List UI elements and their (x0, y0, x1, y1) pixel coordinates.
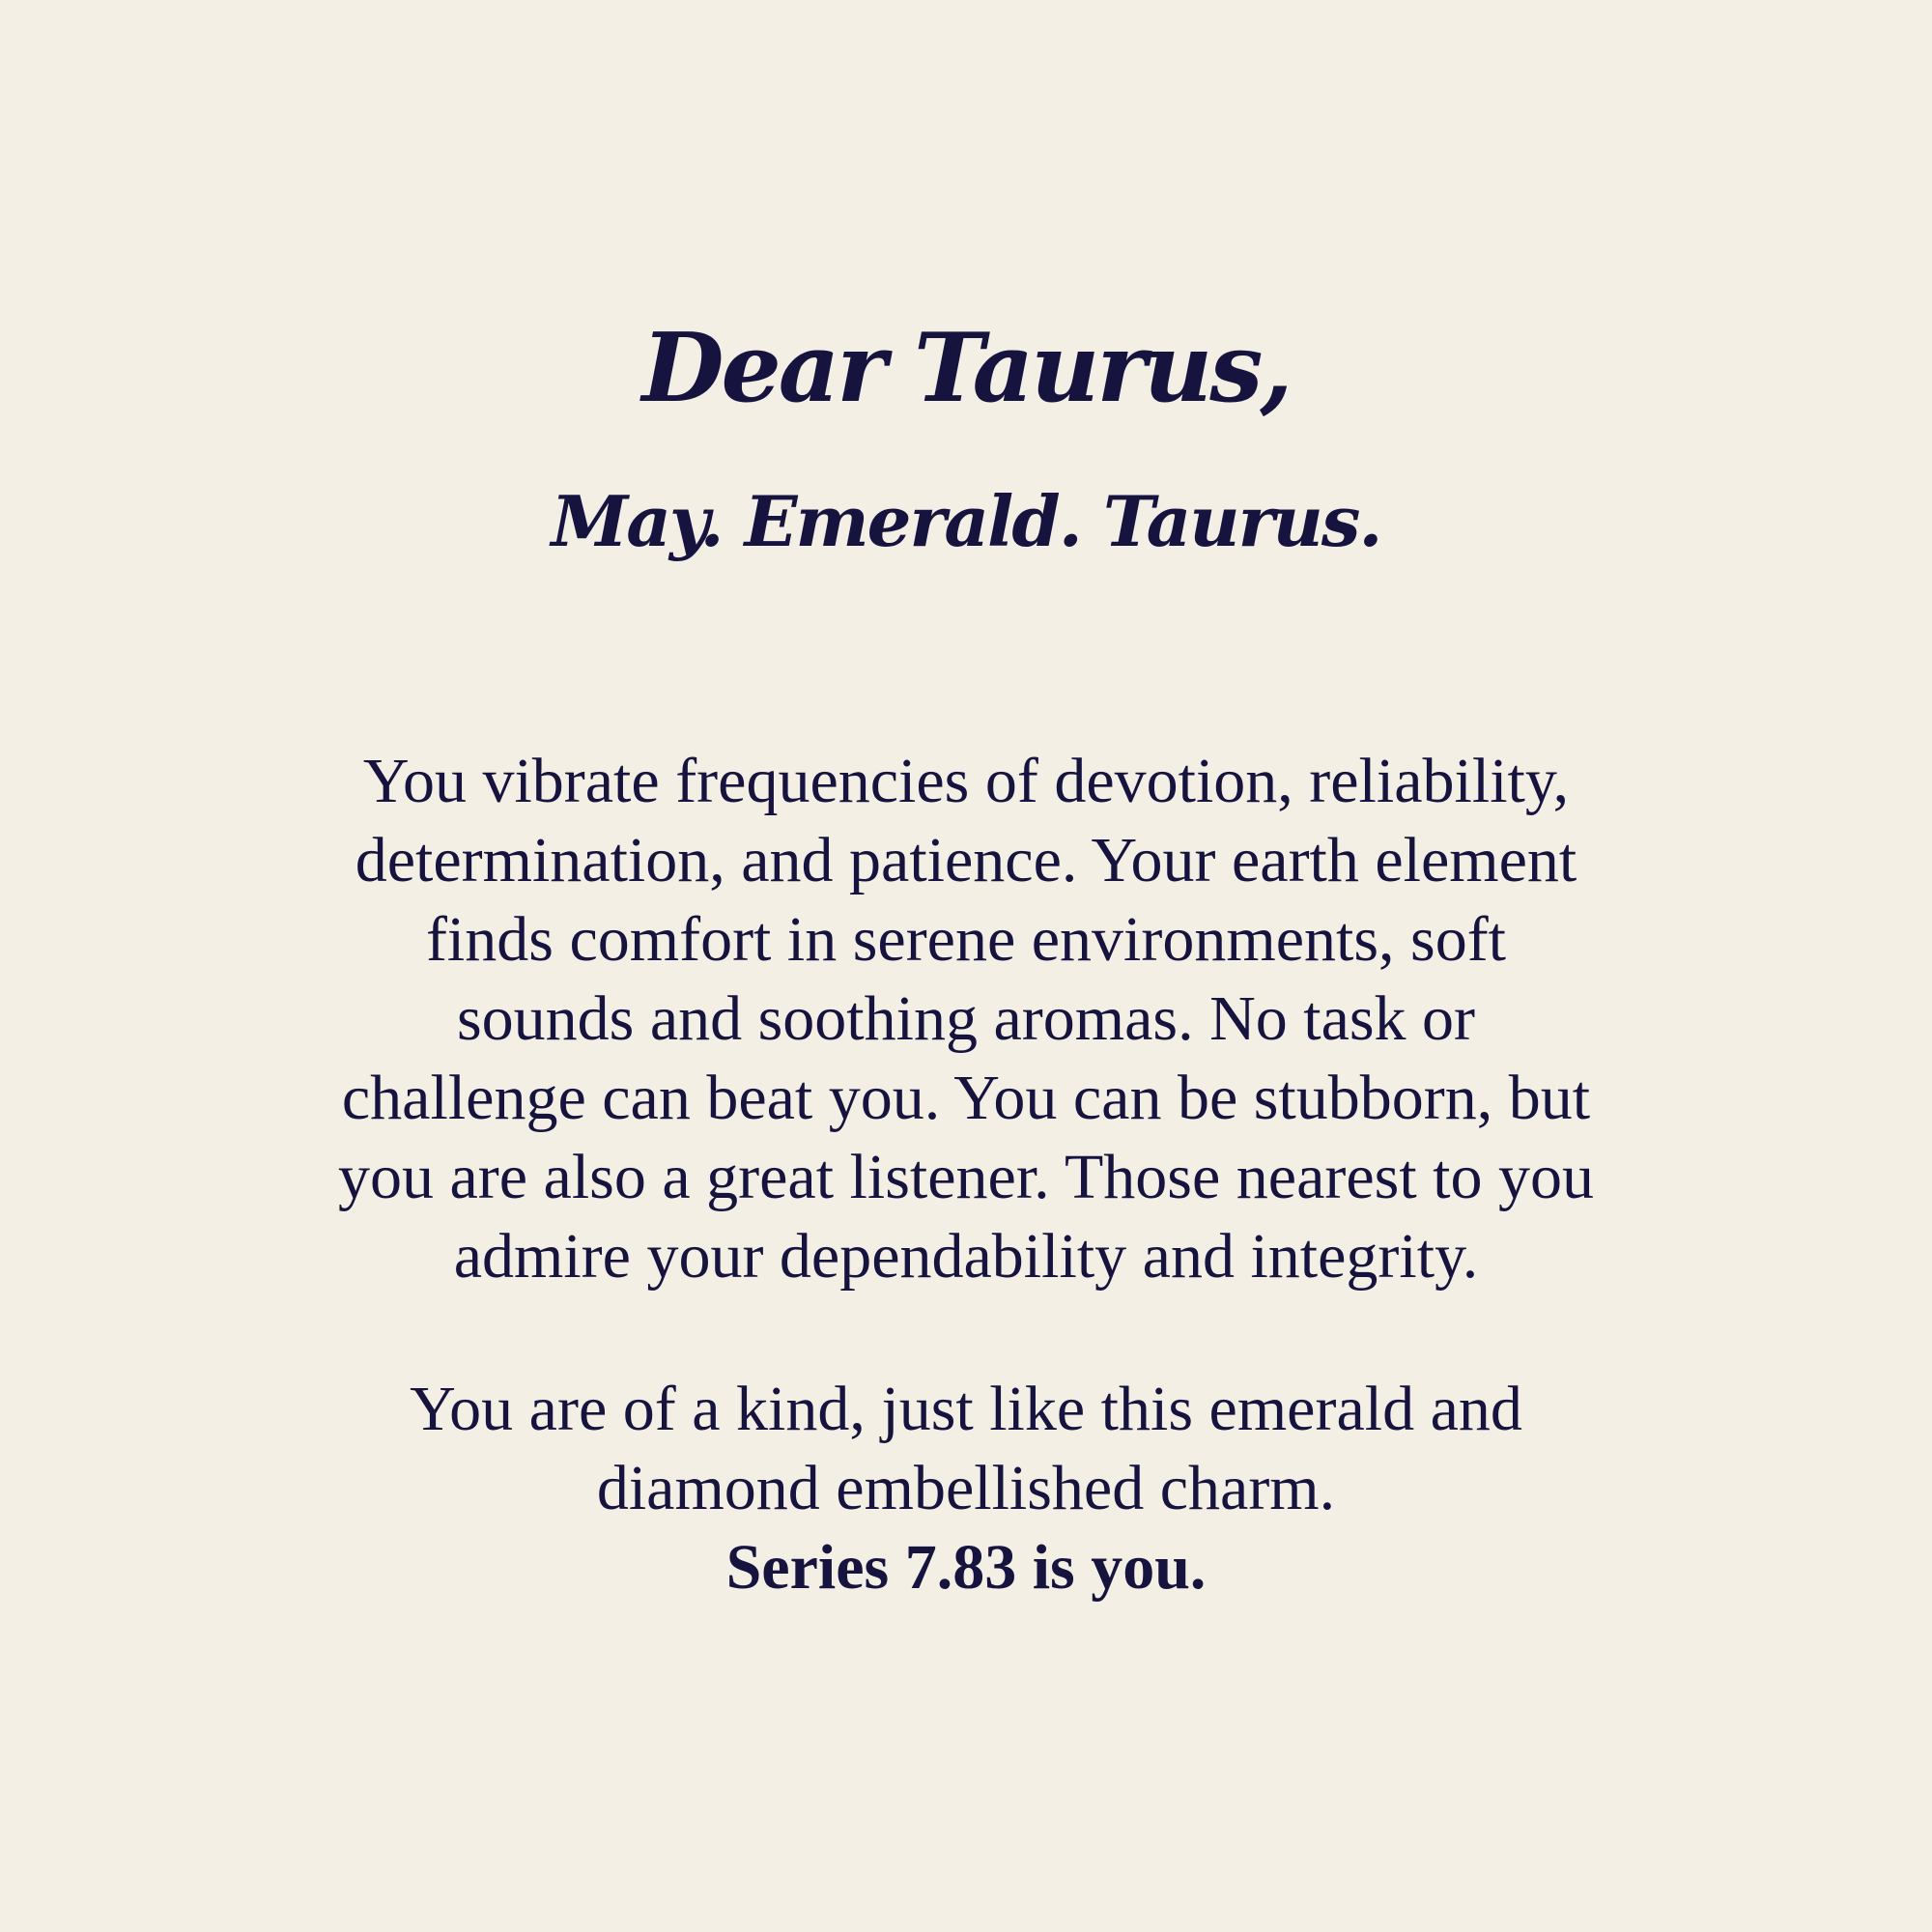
paragraph-line: You vibrate frequencies of devotion, reliability, (362, 746, 1570, 816)
paragraph-line: sounds and soothing aromas. No task or (456, 983, 1476, 1054)
description-paragraph (232, 742, 1700, 1296)
paragraph-line: You are of a kind, just like this emerald and (410, 1374, 1522, 1444)
charm-paragraph (232, 1370, 1700, 1528)
paragraph-line: determination, and patience. Your earth element (355, 825, 1577, 895)
paragraph-line: finds comfort in serene environments, soft (425, 904, 1507, 975)
series-signoff: Series 7.83 is you. (725, 1532, 1207, 1603)
paragraph-line: admire your dependability and integrity. (453, 1221, 1479, 1292)
paragraph-line: challenge can beat you. You can be stubborn, but (341, 1063, 1591, 1133)
subtitle: May. Emerald. Taurus. (551, 480, 1381, 562)
paragraph-line: diamond embellished charm. (596, 1453, 1336, 1523)
salutation-heading: Dear Taurus, (641, 313, 1291, 424)
paragraph-line: you are also a great listener. Those nearest to you (337, 1142, 1595, 1212)
